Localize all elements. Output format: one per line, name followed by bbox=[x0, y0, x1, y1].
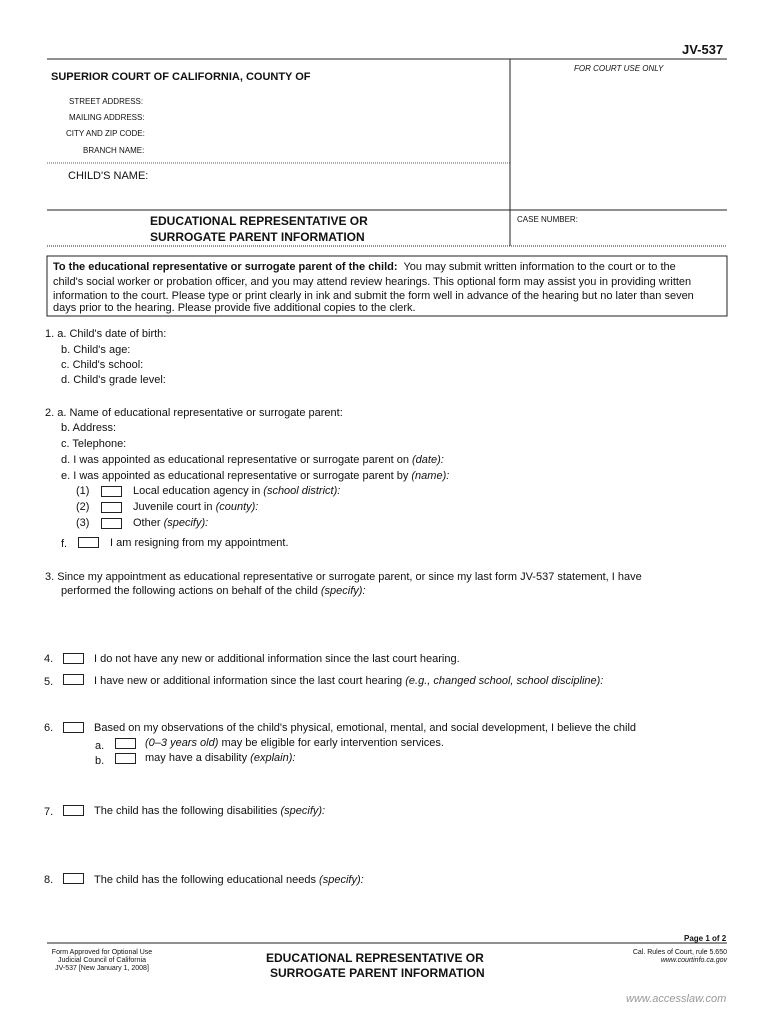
item6a-label: (0–3 years old) may be eligible for early intervention services. bbox=[145, 737, 444, 749]
item1c-label: c. Child's school: bbox=[61, 359, 144, 371]
item2e3-checkbox[interactable] bbox=[101, 518, 122, 529]
item5-label: I have new or additional information since the last court hearing (e.g., changed school, school discipline): bbox=[94, 675, 604, 687]
item2b-label: b. Address: bbox=[61, 422, 117, 434]
item2f-label: I am resigning from my appointment. bbox=[110, 537, 289, 549]
item2e3-number: (3) bbox=[76, 517, 90, 529]
notice-line2: child's social worker or probation officer, and you may attend review hearings. This optional form may assist you in providing written bbox=[53, 276, 692, 288]
footer-rule bbox=[0, 940, 770, 946]
item2e-label: e. I was appointed as educational representative or surrogate parent by (name): bbox=[61, 470, 450, 482]
item8-checkbox[interactable] bbox=[63, 873, 84, 884]
item6a-number: a. bbox=[95, 740, 105, 752]
street-address-label: STREET ADDRESS: bbox=[69, 97, 144, 106]
court-use-only-label: FOR COURT USE ONLY bbox=[574, 64, 664, 73]
item2e2-checkbox[interactable] bbox=[101, 502, 122, 513]
footer-approval-line1: Form Approved for Optional Use bbox=[51, 949, 153, 956]
item1d-label: d. Child's grade level: bbox=[61, 374, 166, 386]
notice-line4: days prior to the hearing. Please provide five additional copies to the clerk. bbox=[53, 302, 416, 314]
item3-line1: 3. Since my appointment as educational representative or surrogate parent, or since my last form JV-537 statement, I have bbox=[45, 571, 642, 583]
item4-label: I do not have any new or additional information since the last court hearing. bbox=[94, 653, 460, 665]
item2a-label: 2. a. Name of educational representative or surrogate parent: bbox=[45, 407, 343, 419]
item2e1-checkbox[interactable] bbox=[101, 486, 122, 497]
court-header: SUPERIOR COURT OF CALIFORNIA, COUNTY OF bbox=[51, 71, 311, 83]
mailing-address-label: MAILING ADDRESS: bbox=[69, 113, 145, 122]
childs-name-label: CHILD'S NAME: bbox=[68, 170, 149, 182]
item4-checkbox[interactable] bbox=[63, 653, 84, 664]
item6b-checkbox[interactable] bbox=[115, 753, 136, 764]
item2e3-label: Other (specify): bbox=[133, 517, 209, 529]
item2e2-number: (2) bbox=[76, 501, 90, 513]
form-number: JV-537 bbox=[682, 42, 724, 57]
item6-label: Based on my observations of the child's physical, emotional, mental, and social development, I believe the child bbox=[94, 722, 637, 734]
item6-checkbox[interactable] bbox=[63, 722, 84, 733]
item2e1-number: (1) bbox=[76, 485, 90, 497]
item2d-label: d. I was appointed as educational representative or surrogate parent on (date): bbox=[61, 454, 444, 466]
case-number-label: CASE NUMBER: bbox=[517, 215, 578, 224]
item6b-label: may have a disability (explain): bbox=[145, 752, 296, 764]
footer-title-line1: EDUCATIONAL REPRESENTATIVE OR bbox=[266, 951, 484, 965]
watermark: www.accesslaw.com bbox=[626, 993, 727, 1005]
page-number: Page 1 of 2 bbox=[684, 934, 727, 943]
item1b-label: b. Child's age: bbox=[61, 344, 131, 356]
footer-approval-line2: Judicial Council of California bbox=[58, 957, 146, 964]
city-zip-label: CITY AND ZIP CODE: bbox=[66, 129, 145, 138]
footer-website-link[interactable]: www.courtinfo.ca.gov bbox=[660, 957, 727, 964]
item2f-number: f. bbox=[61, 538, 68, 550]
footer-title-line2: SURROGATE PARENT INFORMATION bbox=[270, 966, 485, 980]
item7-label: The child has the following disabilities (specify): bbox=[94, 805, 326, 817]
item8-label: The child has the following educational needs (specify): bbox=[94, 874, 364, 886]
item5-number: 5. bbox=[44, 676, 54, 688]
notice-line3: information to the court. Please type or print clearly in ink and submit the form well in advance of the hearing but no later than seven bbox=[53, 290, 694, 302]
notice-line1: To the educational representative or surrogate parent of the child: You may submit written information to the court or to the bbox=[53, 261, 676, 273]
item8-number: 8. bbox=[44, 874, 54, 886]
item1a-label: 1. a. Child's date of birth: bbox=[45, 328, 167, 340]
item4-number: 4. bbox=[44, 653, 54, 665]
item5-checkbox[interactable] bbox=[63, 674, 84, 685]
item7-checkbox[interactable] bbox=[63, 805, 84, 816]
item3-line2: performed the following actions on behalf of the child (specify): bbox=[61, 585, 366, 597]
item6b-number: b. bbox=[95, 755, 105, 767]
item2e1-label: Local education agency in (school district): bbox=[133, 485, 341, 497]
item6-number: 6. bbox=[44, 722, 54, 734]
branch-name-label: BRANCH NAME: bbox=[83, 146, 145, 155]
item2f-checkbox[interactable] bbox=[78, 537, 99, 548]
form-title-line1: EDUCATIONAL REPRESENTATIVE OR bbox=[150, 214, 368, 228]
item2c-label: c. Telephone: bbox=[61, 438, 127, 450]
item2e2-label: Juvenile court in (county): bbox=[133, 501, 259, 513]
footer-rules-reference: Cal. Rules of Court, rule 5.650 bbox=[632, 949, 727, 956]
footer-form-revision: JV-537 [New January 1, 2008] bbox=[55, 965, 149, 972]
form-title-line2: SURROGATE PARENT INFORMATION bbox=[150, 230, 365, 244]
item6a-checkbox[interactable] bbox=[115, 738, 136, 749]
item7-number: 7. bbox=[44, 806, 54, 818]
